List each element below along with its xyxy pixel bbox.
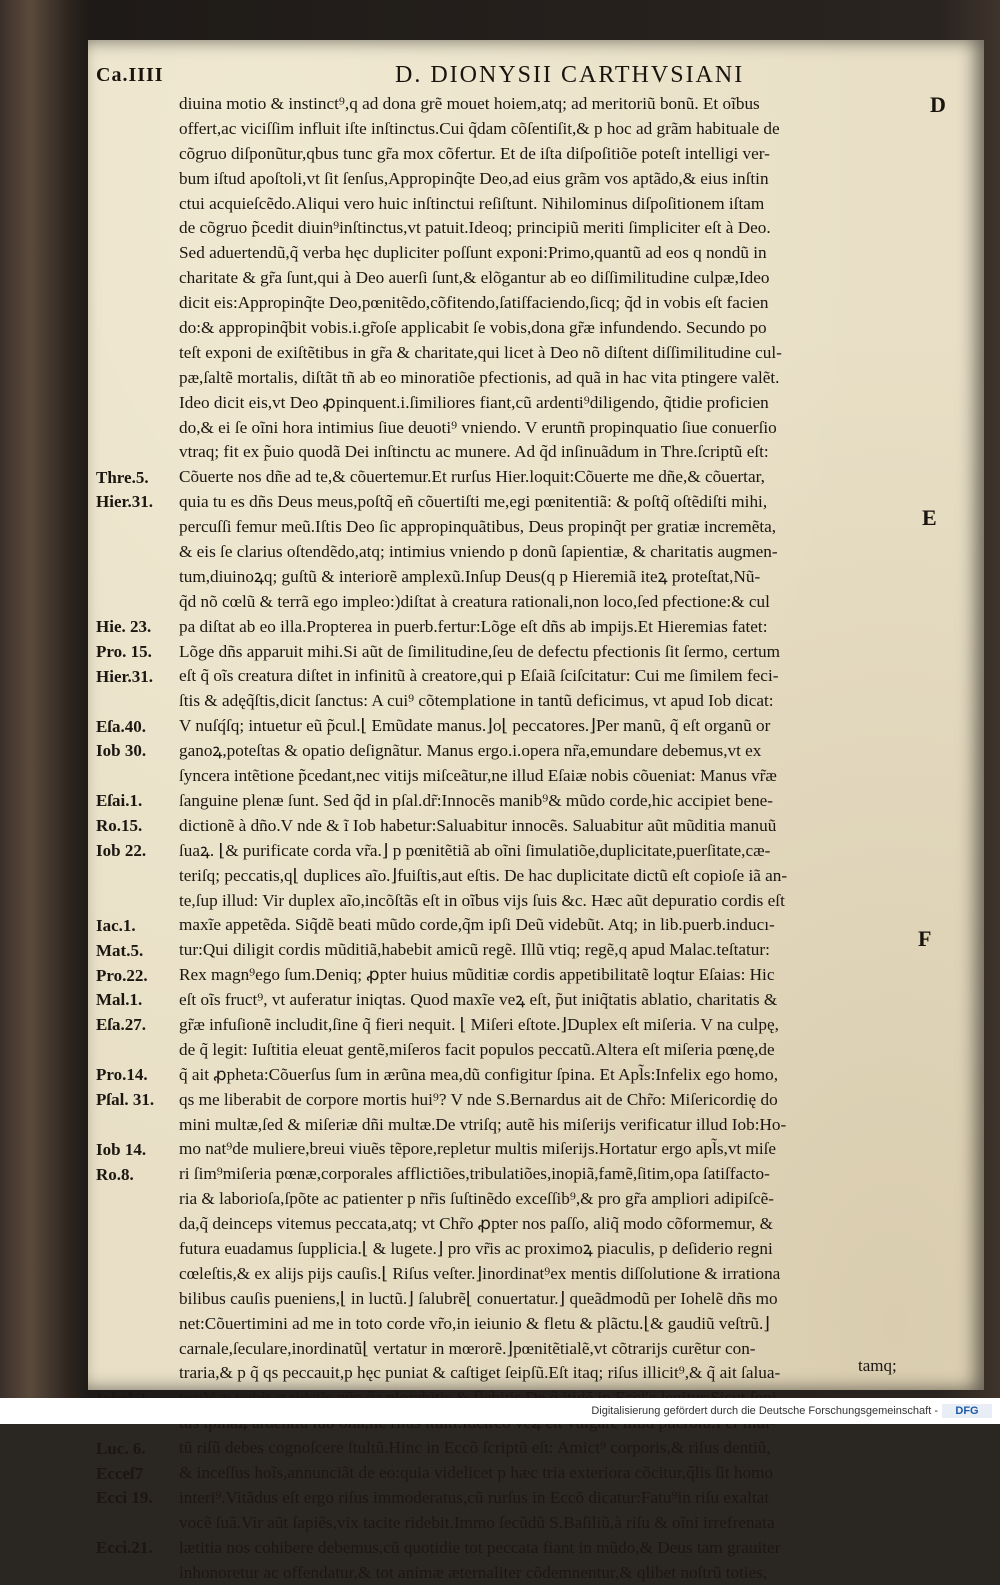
main-text-block [179,92,931,1585]
text-line: qs me liberabit de corpore mortis hui⁹? V nde S.Bernardus ait de Chr̃o: Miſericordię do [179,1089,778,1109]
text-line: ri ſim⁹miſeria pœnæ,corporales afflictiões,tribulatiões,inopiã,famẽ,ſitim,opa ſatiſfacto- [179,1164,770,1184]
text-line: dicit eis:Appropinq̃te Deo,pœnitẽdo,cõfitendo,ſatiſfaciendo,ſicq; q̃d in vobis eſt facien [179,293,769,313]
text-line: mo nat⁹de muliere,breui viuẽs tẽpore,repletur multis miſerijs.Hortatur ergo apl̃s,vt miſe [179,1139,777,1159]
text-line: tum,diuinoꝝq; guſtũ & interiorẽ amplexũ.Inſup Deus(q p Hieremiã iteꝝ proteſtat,Nũ- [179,566,761,586]
text-line: bum iſtud apoſtoli,vt ſit ſenſus,Appropinq̃te Deo,ad eius grãm vos aptãdo,& eius inſtin [179,168,769,188]
text-line: cõgruo diſponũtur,qbus tunc gr̃a mox cõfertur. Et de iſta diſpoſitiõe poteſt intelligi ver- [179,143,770,163]
text-line: gr̃æ infuſionẽ includit,ſine q̃ fieri nequit. ⌊ Miſeri eſtote.⌋Duplex eſt miſeria. V na culpę, [179,1014,779,1034]
running-head [0,64,1000,92]
text-line: ria & laborioſa,ſpõte ac patienter p nr̃is ſuſtinẽdo exceſſib⁹,& pro gr̃a ampliori adipiſcẽ- [179,1189,774,1209]
margin-note: Pro.14. [96,1065,148,1085]
text-line: carnale,ſeculare,inordinatũ⌊ vertatur in mœrorẽ.⌋pœnitẽtialẽ,vt cõtrarijs curẽtur con- [179,1338,756,1358]
text-line: tur:Qui diligit cordis mũditiã,habebit amicũ regẽ. Illũ vtiq; regẽ,q apud Malac.teſtatur: [179,940,770,960]
margin-note: Hier.31. [96,492,153,512]
text-line: ſuaꝝ. ⌊& purificate corda vr̃a.⌋ p pœnitẽtiã ab oĩni ſimulatiõe,duplicitate,puerſitate,cæ- [179,840,771,860]
running-title: D. DIONYSII CARTHVSIANI [395,62,745,88]
text-line: do:& appropinq̃bit vobis.i.gr̃oſe applicabit ſe vobis,dona gr̃æ infundendo. Secundo po [179,318,767,338]
margin-note: Ecci.21. [96,1538,153,1558]
margin-note: Eſa.27. [96,1015,147,1035]
text-line: vocẽ ſuã.Vir aũt ſapiẽs,vix tacite ridebit.Immo ſecũdũ S.Baſiliũ,à riſu & oĩni irrefrenata [179,1512,775,1532]
margin-note: Iac.1. [96,915,136,935]
margin-note: Hie. 23. [96,616,152,636]
text-line: Lõge dñs apparuit mihi.Si aũt de ſimilitudine,ſeu de defectu pfectionis ſit ſermo, certum [179,641,780,661]
text-line: ſanguine plenæ ſunt. Sed q̃d in pſal.dr̃:Innocẽs manib⁹& mũdo corde,hic accipiet bene- [179,790,774,810]
text-line: V nuſq́ſq; intuetur eũ p̃cul.⌊ Emũdate manus.⌋o⌊ peccatores.⌋Per manũ, q̃ eſt organũ or [179,716,771,736]
dfg-logo: DFG [942,1404,992,1418]
margin-note: Iob 22. [96,841,147,860]
catchword: tamq; [858,1356,897,1375]
text-line: mini multæ,ſed & miſeriæ dñi multæ.De vtriſq; autẽ his miſerijs verificatur illud Iob:Ho- [179,1114,787,1134]
text-line: pa diſtat ab eo illa.Propterea in puerb.fertur:Lõge eſt dñs ab impijs.Et Hieremias fatet: [179,616,768,636]
text-line: Ideo dicit eis,vt Deo ꝓpinquent.i.ſimiliores fiant,cũ ardenti⁹diligendo, q̃tidie proficien [179,392,769,412]
text-line: quia tu es dñs Deus meus,poſtq̃ eñ cõuertiſti me,egi pœnitentiã: & poſtq̃ oſtẽdiſti mihi, [179,492,768,512]
margin-note: Iob 30. [96,741,147,761]
text-line: dictionẽ à dño.V nde & ĩ Iob habetur:Saluabitur innocẽs. Saluabitur aũt mũditia manuũ [179,815,777,835]
side-letter-f: F [918,926,932,951]
text-line: teſt exponi de exiſtẽtibus in gr̃a & charitate,qui licet à Deo nõ diſtent diſſimilitudine cul- [179,342,782,362]
text-line: lætitia nos cohibere debemus,cũ quotidie tot peccata fiant in mũdo,& Deus tam grauiter [179,1537,781,1557]
text-line: charitate & gr̃a ſunt,qui à Deo auerſi ſunt,& elõgantur ab eo diſſimilitudine culpæ,Ideo [179,268,770,288]
chapter-reference: Ca.IIII [96,64,164,86]
text-line: de cõgruo p̃cedit diuin⁹inſtinctus,vt patuit.Ideoq; principiũ meriti ſimpliciter eſt à Deo. [179,218,771,238]
text-line: & eis ſe clarius oſtendẽdo,atq; intimius vniendo p donũ ſapientiæ, & charitatis augmen- [179,542,778,562]
margin-note: Hier.31. [96,666,153,686]
text-line: bilibus cauſis pueniens,⌊ in luctũ.⌋ ſalubrẽ⌊ conuertatur.⌋ queãdmodũ per Iohelẽ dñs mo [179,1288,778,1308]
margin-note: Eſa.40. [96,716,147,736]
text-line: q̃ ait ꝓpheta:Cõuerſus ſum in ærũna mea,dũ configitur ſpina. Et Apl̃s:Infelix ego homo, [179,1064,779,1084]
text-line: diuina motio & instinct⁹,q ad dona grẽ mouet hoiem,atq; ad meritoriũ bonũ. Et oĩbus [179,94,760,113]
text-line: eſt q̃ oĩs creatura diſtet in infinitũ à creatore,qui p Eſaiã ſciſcitatur: Cui me ſimilem feci- [179,666,779,686]
margin-note: Ro.8. [96,1164,134,1184]
text-line: te,ſup illud: Vir duplex aĩo,incõſtãs eſt in oĩbus vijs ſuis &c. Hæc aũt depuratio cordis eſt [179,890,785,910]
text-line: tũ riſũ debes cognoſcere ſtultũ.Hinc in Eccõ ſcriptũ eſt: Amict⁹ corporis,& riſus dentiũ, [179,1438,771,1458]
text-line: inhonoretur ac offendatur,& tot animæ æternaliter cõdemnentur,& qlibet noſtrũ toties, [179,1562,768,1582]
text-line: teriſq; peccatis,q⌊ duplices aĩo.⌋fuiſtis,aut eſtis. De hac duplicitate dictũ eſt copioſe iã an- [179,865,788,885]
text-line: ganoꝝ,poteſtas & opatio deſignãtur. Manus ergo.i.opera nr̃a,emundare debemus,vt ex [179,741,762,761]
text-line: q̃d nõ cœlũ & terrã ego impleo:)diſtat à creatura rationali,non loco,ſed pfectione:& cul [179,591,770,611]
text-line: ſyncera intẽtione p̃cedant,nec vitijs miſceãtur,ne illud Eſaiæ nobis cõueniat: Manus vr̃æ [179,766,777,786]
text-line: do,& ei ſe oĩni hora intimius ſiue deuoti⁹ vniendo. V eruntñ propinquatio ſiue conuerſio [179,417,777,437]
text-line: ctui acquieſcẽdo.Aliqui vero huic inſtinctui reſiſtunt. Nihilominus diſpoſitionem iſtam [179,193,765,213]
side-letter-d: D [930,92,946,117]
text-line: & inceſſus hoĩs,annunciãt de eo:quia videlicet p hæc tria exteriora cõcitur,q̃lis ſit homo [179,1462,774,1482]
footer-credit: Digitalisierung gefördert durch die Deutsche Forschungsgemeinschaft - [591,1405,938,1417]
text-line: cœleſtis,& ex alijs pijs cauſis.⌊ Riſus veſter.⌋inordinat⁹ex mentis diſſolutione & irrationa [179,1263,781,1283]
text-line: da,q̃ deinceps vitemus peccata,atq; vt Chr̃o ꝓpter nos paſſo, aliq̃ modo cõformemur, & [179,1214,773,1234]
text-line: eſt oĩs fruct⁹, vt auferatur iniqtas. Quod maxĩe veꝝ eſt, p̃ut iniq̃tatis ablatio, charitatis & [179,990,778,1010]
text-line: Rex magn⁹ego ſum.Deniq; ꝓpter huius mũditiæ cordis appetibilitatẽ loqtur Eſaias: Hic [179,965,775,985]
margin-note: Pro. 15. [96,641,152,661]
margin-note: Mal.1. [96,990,143,1010]
text-line: net:Cõuertimini ad me in toto corde vr̃o,in ieiunio & fletu & plãctu.⌊& gaudiũ veſtrũ.⌋ [179,1313,770,1333]
text-line: futura euadamus ſupplicia.⌊ & lugete.⌋ pro vr̃is ac proximoꝝ piaculis, p deſiderio regni [179,1238,773,1258]
margin-note: Ro.15. [96,816,143,836]
text-line: percuſſi femur meũ.Iſtis Deo ſic appropinquãtibus, Deus propinq̃t per gratiæ incremẽta, [179,517,777,537]
margin-note: Iob 14. [96,1139,147,1159]
text-line: de q̃ legit: Iuſtitia eleuat gentẽ,miſeros facit populos peccatũ.Altera eſt miſeria pœnę,de [179,1039,775,1059]
text-line: pæ,ſaltẽ mortalis, diſtãt tñ ab eo minoratiõe pfectionis, ad quã in hac vita ptingere valẽt. [179,367,780,387]
side-letter-e: E [922,505,937,530]
margin-note: Ecci 19. [96,1488,153,1508]
margin-note: Pro.22. [96,965,148,985]
text-line: offert,ac viciſſim influit iſte inſtinctus.Cui q̃dam cõſentiſit,& p hoc ad grãm habituale de [179,118,780,138]
text-line: interi⁹.Vitãdus eſt ergo riſus immoderatus,cũ rurſus in Eccõ dicatur:Fatu⁹in riſu exaltat [179,1487,770,1507]
text-line: vtraq; fit ex p̃uio quodã Dei inſtinctu ac munere. Ad q̃d inſinuãdum in Thre.ſcriptũ eſt: [179,442,769,462]
text-line: Sed aduertendũ,q̃ verba hęc dupliciter poſſunt exponi:Primo,quantũ ad eos q nondũ in [179,243,767,263]
margin-note: Pſal. 31. [96,1090,155,1109]
footer-bar [0,1398,1000,1424]
text-line: Cõuerte nos dñe ad te,& cõuertemur.Et rurſus Hier.loquit:Cõuerte me dñe,& cõuertar, [179,467,765,487]
text-line: traria,& p q̃ qs peccauit,p hęc puniat & caſtiget ſeipſũ.Eſt itaq; riſus illicit⁹,& q̃ ait ſalua- [179,1363,781,1383]
margin-note: Thre.5. [96,467,149,487]
margin-note: Eſai.1. [96,791,143,811]
margin-note: Mat.5. [96,940,144,960]
text-line: maxĩe appetẽda. Siq̃dẽ beati mũdo corde,q̃m ipſi Deũ videbũt. Atq; in lib.puerb.inducı- [179,915,775,935]
text-line: ſtis & adęq̃ſtis,dicit ſanctus: A cui⁹ cõtemplatione in tantũ deficimus, vt apud Iob dicat: [179,691,774,711]
margin-note: Luc. 6. [96,1438,146,1458]
margin-note: Ecceſ7 [96,1463,144,1483]
